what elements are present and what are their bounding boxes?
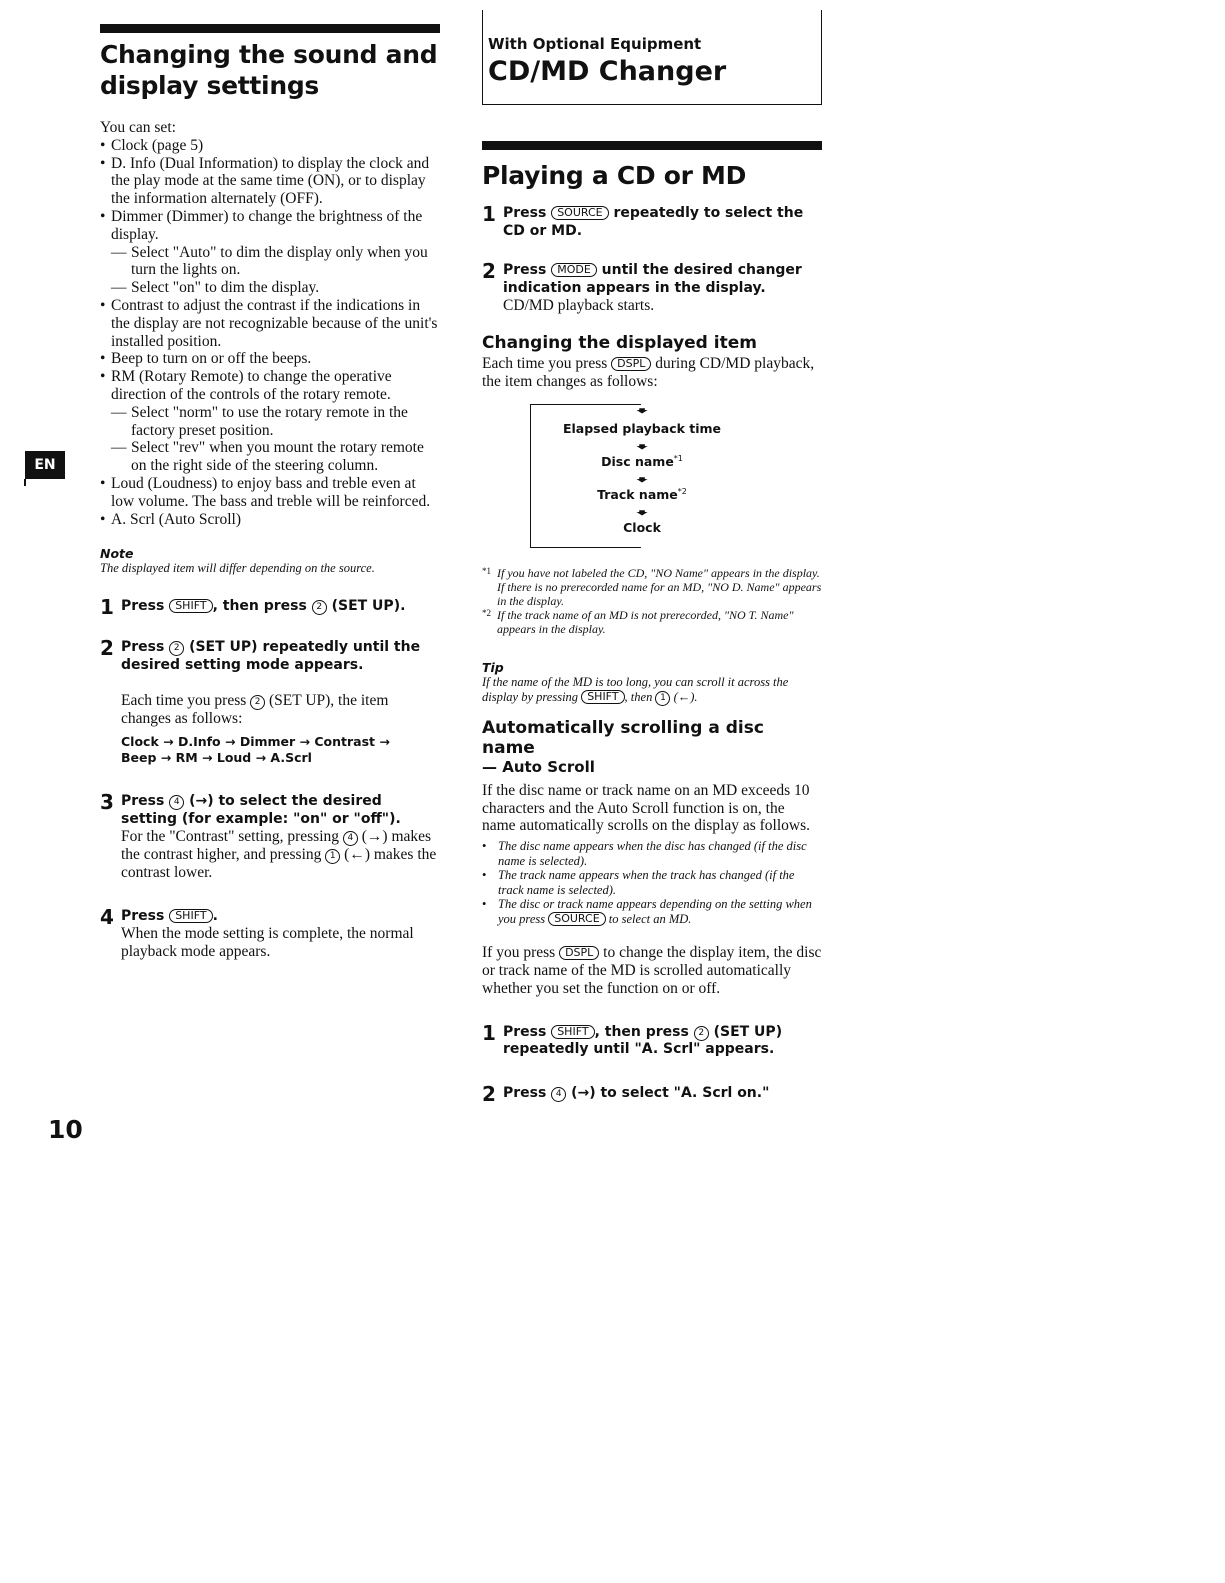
shift-button-icon: SHIFT — [551, 1025, 594, 1039]
step-number: 2 — [100, 636, 114, 661]
settings-item-text: D. Info (Dual Information) to display the clock and the play mode at the same time (ON), or to display the information alternately (OFF). — [111, 154, 430, 208]
subsection-body: If the disc name or track name on an MD exceeds 10 characters and the Auto Scroll function is on, the name automatically scrolls on the display as follows. — [482, 781, 811, 835]
down-arrow-icon: 🡃 — [635, 473, 649, 488]
bullet-item: • The disc name appears when the disc has changed (if the disc name is selected). — [482, 839, 822, 868]
step-body-text: Each time you press — [121, 692, 251, 710]
step-body — [121, 692, 440, 728]
footnote-text: If you have not labeled the CD, "NO Name" appears in the display. If there is no prerecorded name for an MD, "NO D. Name" appears in the display. — [497, 566, 822, 609]
chapter-title: CD/MD Changer — [488, 56, 727, 87]
settings-sub-item: — Select "on" to dim the display. — [111, 279, 440, 297]
auto-scroll-bullets — [482, 839, 822, 926]
step-text: repeatedly to select the CD or MD. — [503, 205, 804, 239]
language-tab: EN — [25, 451, 65, 479]
step-text: Press — [503, 1084, 552, 1101]
step-body: CD/MD playback starts. — [503, 297, 655, 314]
step-1 — [482, 1020, 822, 1059]
step-number: 2 — [482, 259, 496, 283]
step-text: , then press — [594, 1023, 694, 1040]
dspl-button-icon: DSPL — [611, 357, 651, 371]
down-arrow-icon: 🡃 — [635, 404, 649, 419]
settings-sub-list — [111, 404, 440, 475]
step-number: 1 — [482, 1020, 496, 1045]
settings-list-item — [100, 511, 440, 529]
section-rule — [100, 24, 440, 33]
footnote-mark: *1 — [482, 566, 491, 577]
down-arrow-icon: 🡃 — [635, 506, 649, 521]
chapter-header-box — [482, 10, 822, 105]
step-number: 3 — [100, 790, 114, 815]
cycle-item: Elapsed playback time — [562, 421, 722, 437]
step-text: Press — [121, 597, 170, 614]
settings-list-item — [100, 475, 440, 511]
cycle-item — [530, 454, 754, 469]
dspl-button-icon: DSPL — [559, 946, 599, 960]
button-1-icon: 1 — [325, 849, 340, 864]
step-2 — [482, 1081, 822, 1106]
down-arrow-icon: 🡃 — [635, 440, 649, 455]
body-text: Each time you press — [482, 354, 612, 372]
settings-item-text: Beep to turn on or off the beeps. — [111, 350, 312, 368]
shift-button-icon: SHIFT — [169, 599, 212, 613]
note-heading: Note — [100, 546, 134, 562]
tip-text — [482, 675, 822, 706]
settings-intro — [100, 119, 440, 528]
settings-item-text: Dimmer (Dimmer) to change the brightness of the display. — [111, 207, 423, 243]
step-4 — [100, 904, 440, 961]
step-text: , then press — [212, 597, 312, 614]
left-column — [100, 24, 440, 961]
step-number: 4 — [100, 904, 114, 929]
shift-button-icon: SHIFT — [169, 909, 212, 923]
settings-list-item — [100, 155, 440, 208]
cycle-item-label: Track name — [597, 487, 678, 503]
button-4-icon: 4 — [169, 795, 184, 810]
settings-list-item — [100, 350, 440, 368]
step-2 — [482, 259, 822, 315]
step-text: until the desired changer indication appears in the display. — [503, 262, 802, 296]
footnote-text: If the track name of an MD is not prerecorded, "NO T. Name" appears in the display. — [497, 608, 794, 637]
settings-sub-list — [111, 244, 440, 297]
bullet-item: • The track name appears when the track has changed (if the track name is selected). — [482, 868, 822, 897]
body-text: If you press — [482, 944, 560, 962]
settings-list-item — [100, 297, 440, 350]
section-title: Playing a CD or MD — [482, 161, 747, 190]
button-4-icon: 4 — [551, 1087, 566, 1102]
footnote-mark: *2 — [482, 608, 491, 619]
tip-heading: Tip — [482, 660, 504, 676]
cycle-item-label: Disc name — [601, 454, 674, 470]
footnote-mark: *1 — [673, 454, 683, 464]
tip-text-part: , then — [624, 689, 656, 704]
button-4-icon: 4 — [343, 831, 358, 846]
step-2 — [100, 636, 440, 765]
settings-item-text: A. Scrl (Auto Scroll) — [111, 510, 242, 528]
step-text: (SET UP) repeatedly until "A. Scrl" appears. — [503, 1023, 783, 1058]
step-1 — [482, 202, 822, 240]
button-1-icon: 1 — [655, 691, 670, 706]
step-text: Press — [121, 907, 170, 924]
settings-sub-item: — Select "norm" to use the rotary remote in the factory preset position. — [111, 404, 440, 440]
button-2-icon: 2 — [694, 1026, 709, 1041]
cycle-item: Clock — [623, 520, 661, 536]
shift-button-icon: SHIFT — [581, 690, 624, 704]
mode-sequence-line: Clock → D.Info → Dimmer → Contrast → — [121, 734, 390, 750]
intro-text: You can set: — [100, 119, 176, 136]
body-text: during CD/MD playback, the item changes as follows: — [482, 354, 815, 390]
step-text: (SET UP). — [326, 597, 406, 614]
step-text: Press — [503, 205, 552, 221]
section-rule — [482, 141, 822, 150]
subsection-body — [482, 944, 822, 997]
tab-tick — [24, 479, 26, 486]
step-body-text: (SET UP), the item changes as follows: — [121, 692, 389, 728]
footnote — [482, 608, 822, 636]
subsection-title: Changing the displayed item — [482, 332, 757, 353]
tip-text-part: (←). — [670, 689, 698, 704]
settings-sub-item: — Select "Auto" to dim the display only when you turn the lights on. — [111, 244, 440, 280]
settings-list-item — [100, 368, 440, 475]
step-number: 1 — [482, 202, 496, 226]
footnote-mark: *2 — [677, 487, 687, 497]
step-text: (→) to select the desired setting (for example: "on" or "off"). — [121, 793, 401, 827]
step-text: Press — [503, 262, 552, 278]
button-2-icon: 2 — [312, 600, 327, 615]
bullet-text: The disc or track name appears depending on the setting when you press — [498, 897, 812, 926]
footnote — [482, 566, 822, 608]
display-cycle-diagram — [530, 404, 730, 546]
step-text: Press — [121, 793, 170, 810]
settings-item-text: Clock (page 5) — [111, 136, 204, 154]
step-text: Press — [503, 1023, 552, 1040]
step-text: . — [212, 907, 218, 924]
subsection-subtitle: — Auto Scroll — [482, 757, 595, 776]
step-body-text: For the "Contrast" setting, pressing — [121, 828, 343, 846]
step-3 — [100, 790, 440, 882]
body-text: to change the display item, the disc or track name of the MD is scrolled automatically whether you set the function on or off. — [482, 944, 822, 997]
page-number: 10 — [48, 1115, 83, 1144]
footnotes — [482, 566, 822, 636]
step-body: When the mode setting is complete, the normal playback mode appears. — [121, 925, 414, 961]
settings-item-text: Loud (Loudness) to enjoy bass and treble even at low volume. The bass and treble will be reinforced. — [111, 474, 431, 510]
button-2-icon: 2 — [169, 641, 184, 656]
settings-list-item — [100, 137, 440, 155]
right-column — [482, 10, 822, 1106]
mode-sequence — [121, 734, 440, 765]
section-title: Changing the sound and display settings — [100, 40, 438, 100]
settings-sub-item: — Select "rev" when you mount the rotary remote on the right side of the steering column. — [111, 439, 440, 475]
step-text: (→) to select "A. Scrl on." — [566, 1084, 770, 1101]
step-number: 1 — [100, 594, 114, 619]
mode-sequence-line: Beep → RM → Loud → A.Scrl — [121, 749, 312, 765]
step-text: Press — [121, 639, 170, 656]
settings-item-text: RM (Rotary Remote) to change the operative direction of the controls of the rotary remote. — [111, 368, 392, 403]
tip-text-part: If the name of the MD is too long, you can scroll it across the display by pressing — [482, 675, 789, 704]
mode-button-icon: MODE — [551, 263, 597, 277]
step-number: 2 — [482, 1081, 496, 1106]
bullet-item — [482, 897, 822, 926]
settings-list — [100, 137, 440, 529]
step-body-text: (←) makes the contrast lower. — [121, 846, 437, 882]
subsection-body — [482, 355, 822, 391]
step-body — [121, 828, 440, 882]
settings-item-text: Contrast to adjust the contrast if the indications in the display are not recognizable because of the unit's installed position. — [111, 296, 438, 350]
cycle-item — [530, 487, 754, 502]
note-text: The displayed item will differ depending on the source. — [100, 561, 375, 576]
step-body-text: (→) makes the contrast higher, and pressing — [121, 828, 432, 864]
settings-list-item — [100, 208, 440, 297]
chapter-subtitle: With Optional Equipment — [488, 35, 702, 53]
step-text: (SET UP) repeatedly until the desired setting mode appears. — [121, 639, 421, 673]
source-button-icon: SOURCE — [548, 912, 605, 926]
bullet-text: to select an MD. — [605, 911, 692, 926]
subsection-title: Automatically scrolling a disc name — [482, 717, 764, 758]
source-button-icon: SOURCE — [551, 206, 608, 220]
step-1 — [100, 594, 440, 619]
button-2-icon: 2 — [250, 695, 265, 710]
